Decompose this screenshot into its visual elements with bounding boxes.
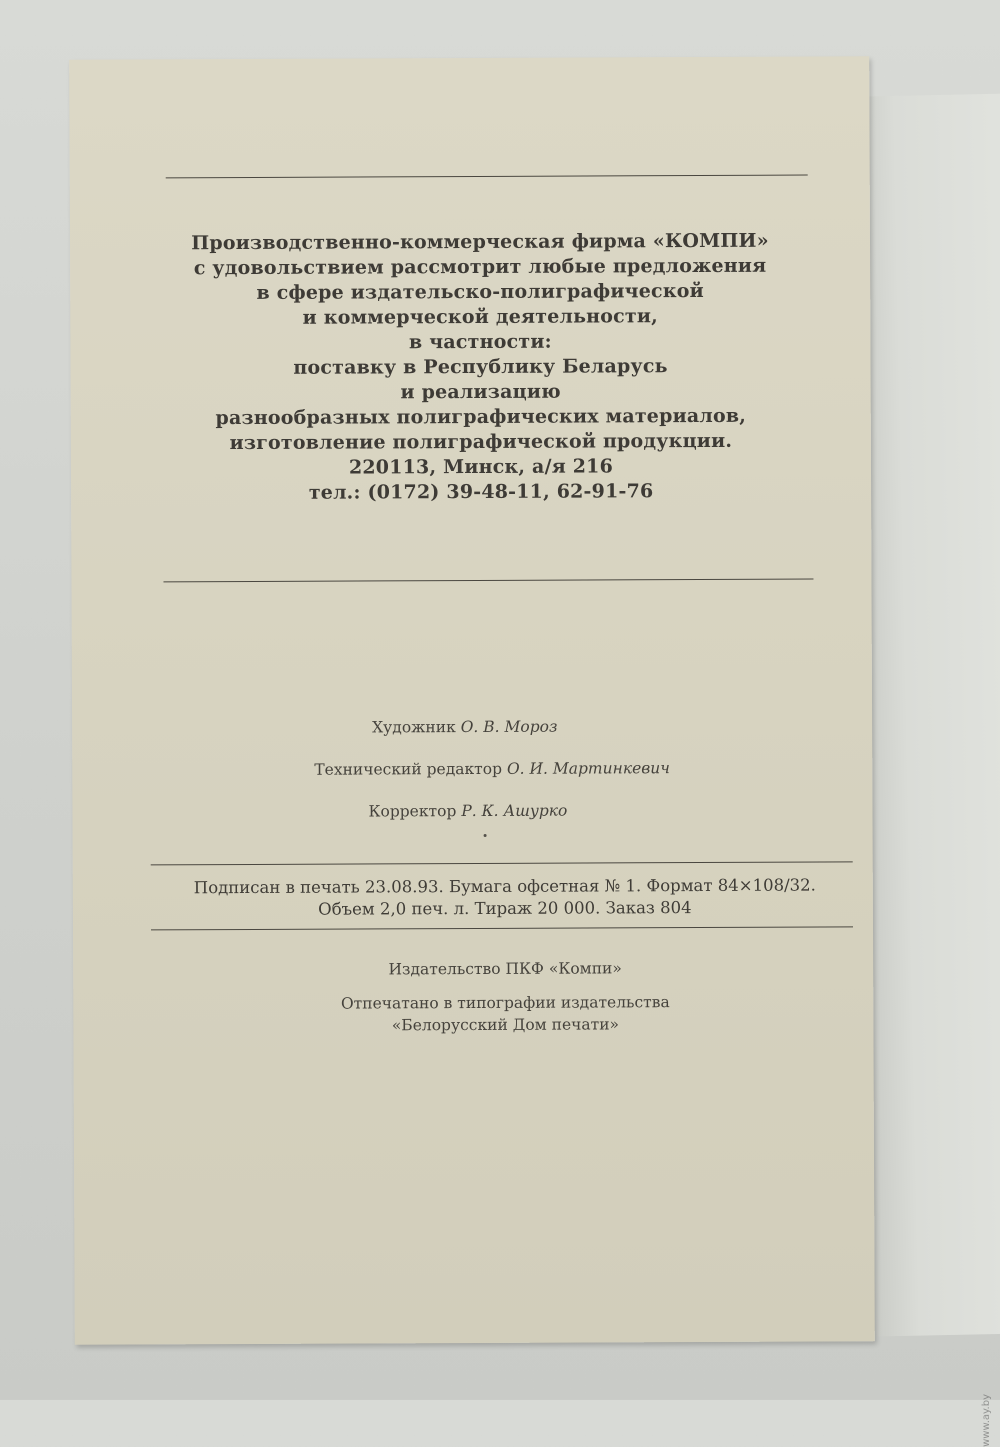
ad-address: 220113, Минск, а/я 216 — [348, 455, 614, 479]
printed-line: «Белорусский Дом печати» — [391, 1015, 620, 1035]
credit-role: Художник — [372, 718, 456, 737]
advertisement-block — [160, 229, 801, 507]
ad-line: разнообразных полиграфических материалов, — [215, 404, 747, 430]
ad-line: и реализацию — [400, 380, 561, 404]
decorative-dot — [484, 834, 487, 837]
imprint-block — [155, 874, 855, 921]
credit-tech-editor — [314, 759, 670, 779]
ad-line: с удовольствием рассмотрит любые предложения — [193, 254, 767, 280]
ad-line: поставку в Республику Беларусь — [293, 355, 668, 379]
publisher-name: Издательство ПКФ «Компи» — [388, 959, 622, 979]
imprint-line: Подписан в печать 23.08.93. Бумага офсетная № 1. Формат 84×108/32. — [193, 875, 816, 898]
top-divider — [166, 175, 808, 179]
credit-artist — [372, 718, 557, 737]
publisher-block — [155, 956, 855, 1037]
printed-line: Отпечатано в типографии издательства — [340, 993, 670, 1013]
middle-divider — [163, 579, 813, 583]
credit-proofreader — [368, 802, 567, 821]
ad-line: в сфере издательско-полиграфической — [256, 279, 704, 304]
book-page — [69, 56, 875, 1344]
ad-line: в частности: — [408, 330, 552, 354]
watermark: www.ay.by — [981, 1394, 992, 1447]
ad-line: Производственно-коммерческая фирма «КОМПИ» — [191, 229, 769, 255]
credit-role: Технический редактор — [314, 759, 503, 779]
credit-role: Корректор — [368, 802, 457, 821]
imprint-bottom-divider — [151, 926, 853, 930]
ad-phone: тел.: (0172) 39-48-11, 62-91-76 — [308, 480, 654, 504]
credit-name: Р. К. Ашурко — [461, 801, 568, 821]
ad-line: и коммерческой деятельности, — [302, 305, 659, 329]
credit-name: О. В. Мороз — [460, 717, 558, 737]
imprint-line: Объем 2,0 печ. л. Тираж 20 000. Заказ 804 — [318, 898, 692, 919]
credits-block — [72, 716, 872, 821]
imprint-top-divider — [151, 861, 853, 865]
ad-line: изготовление полиграфической продукции. — [229, 429, 733, 455]
credit-name: О. И. Мартинкевич — [506, 759, 670, 778]
